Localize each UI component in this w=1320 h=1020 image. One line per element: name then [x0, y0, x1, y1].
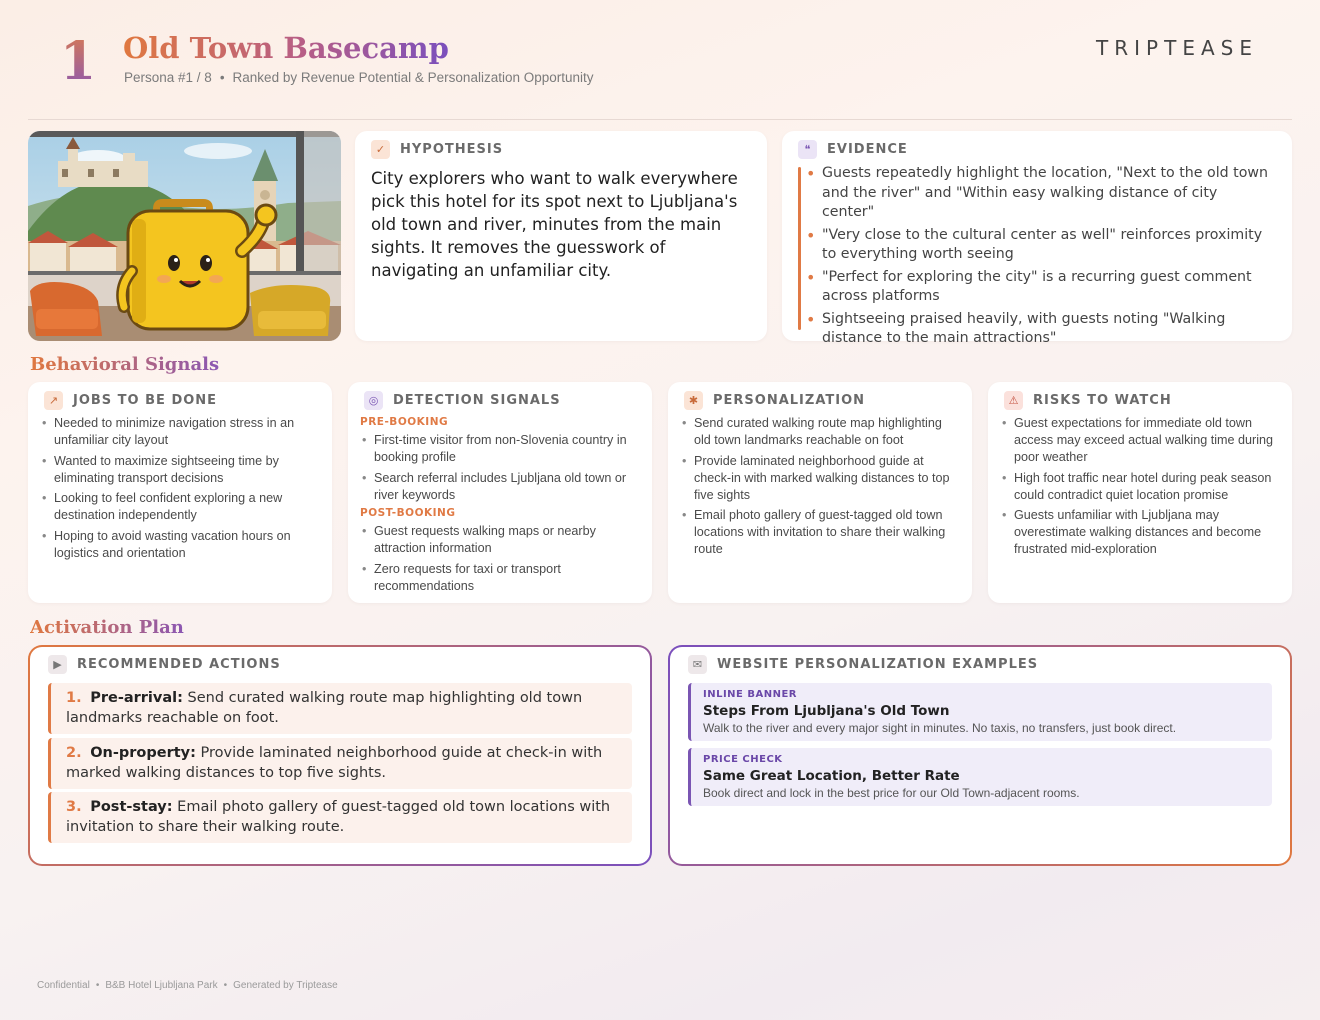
personalization-label: PERSONALIZATION — [713, 393, 866, 408]
action-lead: Pre-arrival: — [90, 690, 183, 706]
check-icon: ✓ — [371, 140, 390, 159]
ranking-description: Ranked by Revenue Potential & Personalization Opportunity — [232, 70, 594, 85]
activation-plan-heading: Activation Plan — [30, 617, 184, 638]
personalization-card — [668, 382, 972, 603]
actions-header — [48, 655, 281, 674]
examples-header — [688, 655, 1038, 674]
action-number: 3. — [66, 799, 82, 815]
example-title: Steps From Ljubljana's Old Town — [703, 703, 950, 719]
arrow-up-right-icon: ↗ — [44, 391, 63, 410]
example-tag: PRICE CHECK — [703, 754, 783, 765]
action-item-pre-arrival — [48, 683, 632, 734]
page-title: Old Town Basecamp — [123, 28, 449, 68]
action-number: 2. — [66, 745, 82, 761]
separator-dot: • — [223, 980, 228, 991]
footer-confidential: Confidential — [37, 980, 90, 991]
persona-count: Persona #1 / 8 — [124, 70, 212, 85]
page-subtitle — [124, 70, 594, 85]
jobs-list — [54, 415, 318, 565]
action-text: Send curated walking route map highlighting old town landmarks reachable on foot. — [66, 690, 583, 726]
action-item-post-stay — [48, 792, 632, 843]
evidence-list — [822, 164, 1272, 352]
page-header — [0, 0, 1320, 120]
evidence-item: • Guests repeatedly highlight the location, "Next to the old town and the river" and "Within easy walking distance of city center" — [822, 164, 1272, 223]
example-tag: INLINE BANNER — [703, 689, 797, 700]
list-item: • Search referral includes Ljubljana old town or river keywords — [374, 470, 640, 504]
detection-signals-card — [348, 382, 652, 603]
jobs-header — [44, 391, 217, 410]
list-item: • Guests unfamiliar with Ljubljana may overestimate walking distances and become frustrated mid-exploration — [1014, 507, 1278, 558]
footer-hotel: B&B Hotel Ljubljana Park — [105, 980, 218, 991]
page-footer — [37, 980, 338, 991]
evidence-item: • "Perfect for exploring the city" is a recurring guest comment across platforms — [822, 268, 1272, 307]
evidence-item: • Sightseeing praised heavily, with guests noting "Walking distance to the main attractions" — [822, 310, 1272, 349]
example-title: Same Great Location, Better Rate — [703, 768, 960, 784]
warning-icon: ⚠ — [1004, 391, 1023, 410]
list-item: • Looking to feel confident exploring a new destination independently — [54, 490, 318, 524]
hypothesis-label: HYPOTHESIS — [400, 142, 504, 157]
behavioral-signals-heading: Behavioral Signals — [30, 354, 220, 375]
list-item: • Email photo gallery of guest-tagged old town locations with invitation to share their walking route — [694, 507, 958, 558]
separator-dot: • — [219, 70, 225, 85]
evidence-header — [798, 140, 908, 159]
risks-card — [988, 382, 1292, 603]
separator-dot: • — [95, 980, 100, 991]
list-item: • First-time visitor from non-Slovenia country in booking profile — [374, 432, 640, 466]
example-price-check — [688, 748, 1272, 806]
hypothesis-text: City explorers who want to walk everywhere pick this hotel for its spot next to Ljubljana's old town and river, minutes from the main sights. It removes the guesswork of navigating an unfamiliar city. — [371, 169, 738, 280]
action-lead: Post-stay: — [90, 799, 173, 815]
hypothesis-card — [355, 131, 767, 341]
action-lead: On-property: — [90, 745, 196, 761]
risks-label: RISKS TO WATCH — [1033, 393, 1172, 408]
personalization-list — [694, 415, 958, 562]
risks-header — [1004, 391, 1172, 410]
list-item: • Guest expectations for immediate old town access may exceed actual walking time during poor weather — [1014, 415, 1278, 466]
mail-icon: ✉ — [688, 655, 707, 674]
detection-label: DETECTION SIGNALS — [393, 393, 561, 408]
target-icon: ◎ — [364, 391, 383, 410]
action-text: Provide laminated neighborhood guide at check-in with marked walking distances to top five sights. — [66, 745, 603, 781]
list-item: • Provide laminated neighborhood guide at check-in with marked walking distances to top five sights — [694, 453, 958, 504]
quote-icon: ❝ — [798, 140, 817, 159]
action-item-on-property — [48, 738, 632, 789]
example-description: Walk to the river and every major sight in minutes. No taxis, no transfers, just book direct. — [703, 721, 1177, 735]
list-item: • Hoping to avoid wasting vacation hours on logistics and orientation — [54, 528, 318, 562]
pre-booking-label: PRE-BOOKING — [360, 416, 449, 428]
pre-booking-list — [360, 432, 640, 504]
list-item: • High foot traffic near hotel during peak season could contradict quiet location promise — [1014, 470, 1278, 504]
evidence-card — [782, 131, 1292, 346]
detection-header — [364, 391, 561, 410]
actions-label: RECOMMENDED ACTIONS — [77, 657, 281, 672]
recommended-actions-card — [28, 645, 652, 866]
list-item: • Wanted to maximize sightseeing time by eliminating transport decisions — [54, 453, 318, 487]
list-item: • Needed to minimize navigation stress in an unfamiliar city layout — [54, 415, 318, 449]
examples-label: WEBSITE PERSONALIZATION EXAMPLES — [717, 657, 1039, 672]
footer-generated: Generated by Triptease — [233, 980, 338, 991]
post-booking-list — [360, 523, 640, 595]
post-booking-label: POST-BOOKING — [360, 507, 456, 520]
persona-hero-illustration — [28, 131, 341, 341]
action-text: Email photo gallery of guest-tagged old town locations with invitation to share their walking route. — [66, 799, 611, 835]
suitcase-mascot-illustration — [28, 131, 341, 341]
risks-list — [1014, 415, 1278, 562]
list-item: • Guest requests walking maps or nearby attraction information — [374, 523, 640, 557]
play-icon: ▶ — [48, 655, 67, 674]
header-divider — [28, 119, 1292, 120]
evidence-label: EVIDENCE — [827, 142, 908, 157]
jobs-label: JOBS TO BE DONE — [73, 393, 218, 408]
evidence-accent-bar — [798, 167, 801, 330]
detection-content — [360, 416, 640, 598]
website-personalization-card — [668, 645, 1292, 866]
list-item: • Zero requests for taxi or transport recommendations — [374, 561, 640, 595]
jobs-to-be-done-card — [28, 382, 332, 603]
persona-rank-number: 1 — [60, 31, 97, 92]
brand-logo: TRIPTEASE — [1096, 36, 1258, 60]
example-inline-banner — [688, 683, 1272, 741]
action-number: 1. — [66, 690, 82, 706]
example-description: Book direct and lock in the best price for our Old Town-adjacent rooms. — [703, 786, 1080, 800]
personalization-header — [684, 391, 865, 410]
evidence-item: • "Very close to the cultural center as well" reinforces proximity to everything worth seeing — [822, 226, 1272, 265]
sparkle-icon: ✱ — [684, 391, 703, 410]
hypothesis-header — [371, 140, 503, 159]
list-item: • Send curated walking route map highlighting old town landmarks reachable on foot — [694, 415, 958, 449]
